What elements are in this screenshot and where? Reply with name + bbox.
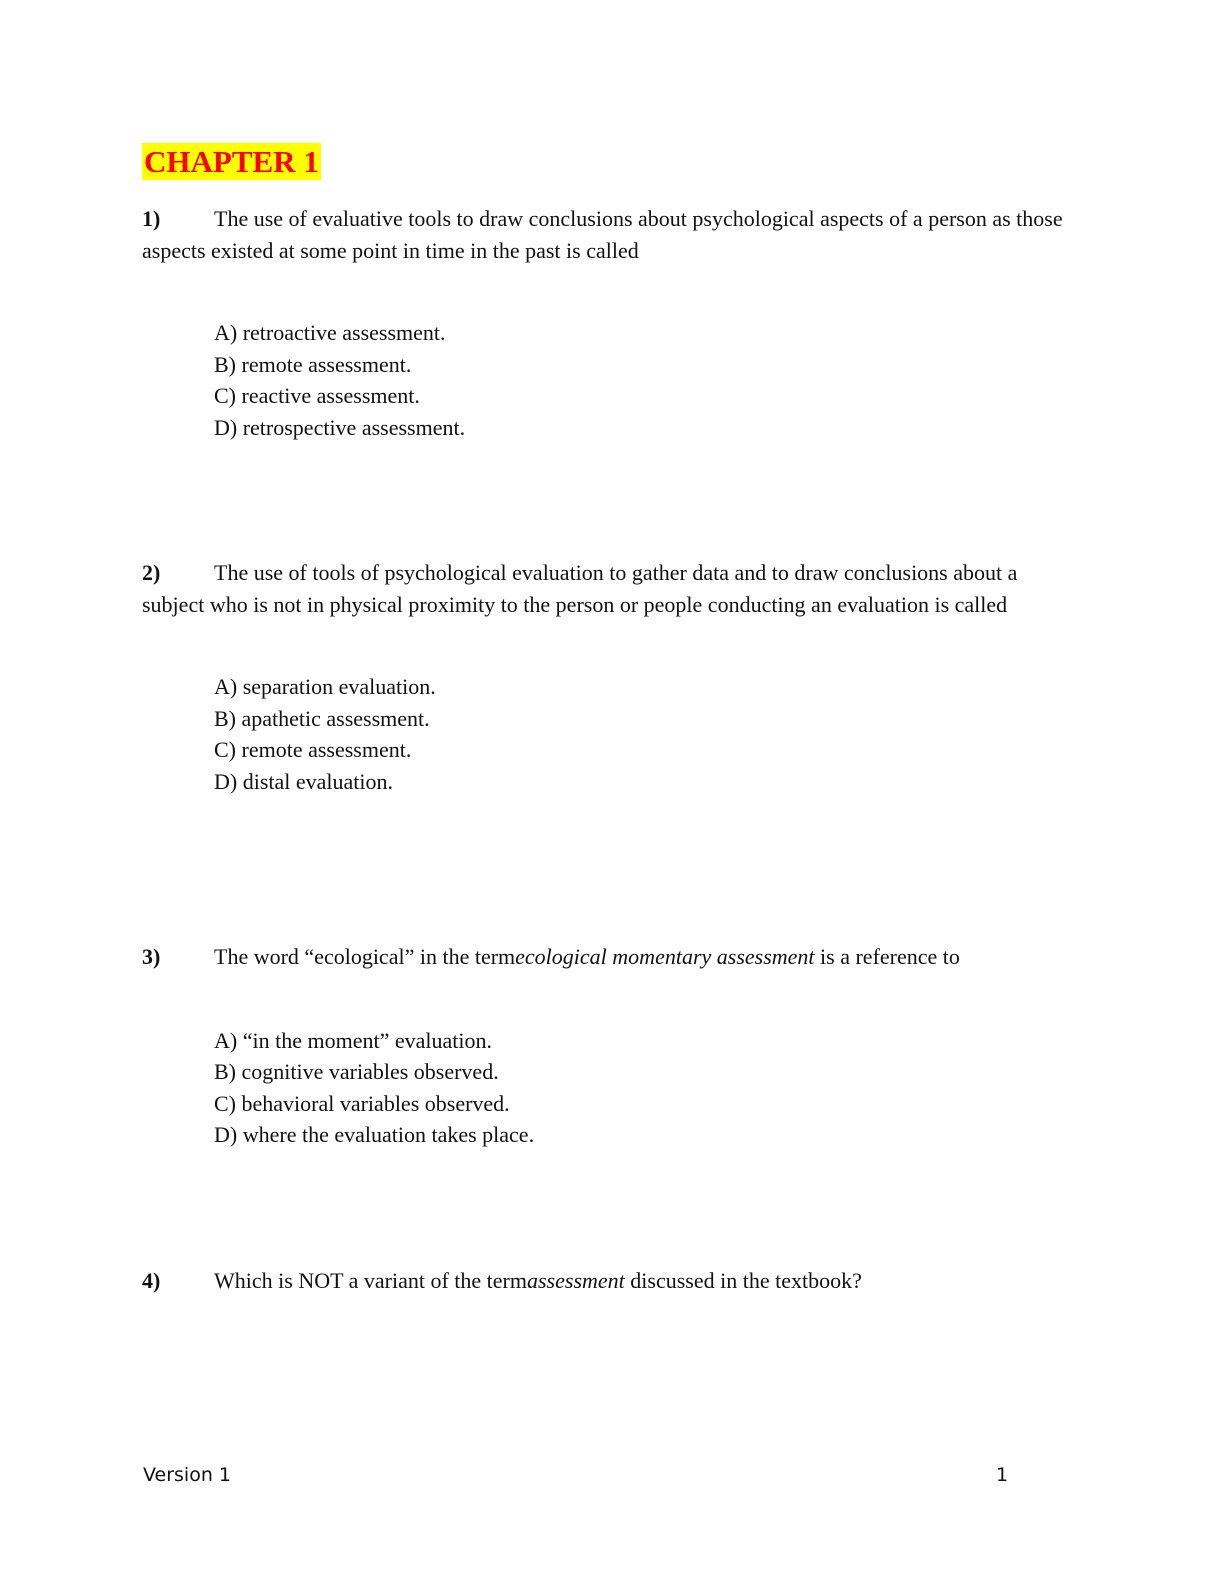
question-1 [142,203,1072,443]
choice-b: B) apathetic assessment. [214,705,430,731]
question-term: assessment [527,1268,625,1293]
answer-choices [142,1025,1072,1151]
question-number: 4) [142,1268,161,1293]
choice-c: C) reactive assessment. [214,383,420,408]
question-3 [142,941,1072,1151]
footer-version: Version 1 [143,1464,231,1486]
question-stem [142,941,1072,973]
question-text-end: is a reference to [814,944,960,969]
question-stem [142,1265,1072,1297]
footer-page-number: 1 [996,1464,1009,1486]
choice-b: B) cognitive variables observed. [214,1059,499,1084]
question-2 [142,557,1072,797]
answer-choices [142,671,1072,797]
choice-a: A) “in the moment” evaluation. [214,1027,492,1053]
question-number: 2) [142,560,161,585]
question-text: The word “ecological” in the term [214,944,516,969]
question-text: The use of evaluative tools to draw conclusions about psychological aspects of a person as those aspects existed at some point in time in the past is called [142,206,1063,263]
choice-d: D) where the evaluation takes place. [214,1122,535,1147]
choice-b: B) remote assessment. [214,351,412,377]
question-text: The use of tools of psychological evaluation to gather data and to draw conclusions about a subject who is not in physical proximity to the person or people conducting an evaluation is called [142,560,1018,617]
chapter-title: CHAPTER 1 [144,144,319,179]
choice-a: A) separation evaluation. [214,674,436,699]
question-4 [142,1265,1072,1297]
question-text: Which is NOT a variant of the term [214,1268,527,1293]
answer-choices [142,317,1072,443]
choice-d: D) distal evaluation. [214,768,394,794]
choice-c: C) remote assessment. [214,737,412,762]
choice-a: A) retroactive assessment. [214,320,446,345]
question-stem [142,557,1072,620]
question-number: 1) [142,206,161,231]
question-text-end: discussed in the textbook? [624,1268,862,1293]
question-number: 3) [142,944,161,969]
question-stem [142,203,1072,266]
choice-d: D) retrospective assessment. [214,414,466,440]
choice-c: C) behavioral variables observed. [214,1090,510,1116]
question-term: ecological momentary assessment [515,944,815,969]
